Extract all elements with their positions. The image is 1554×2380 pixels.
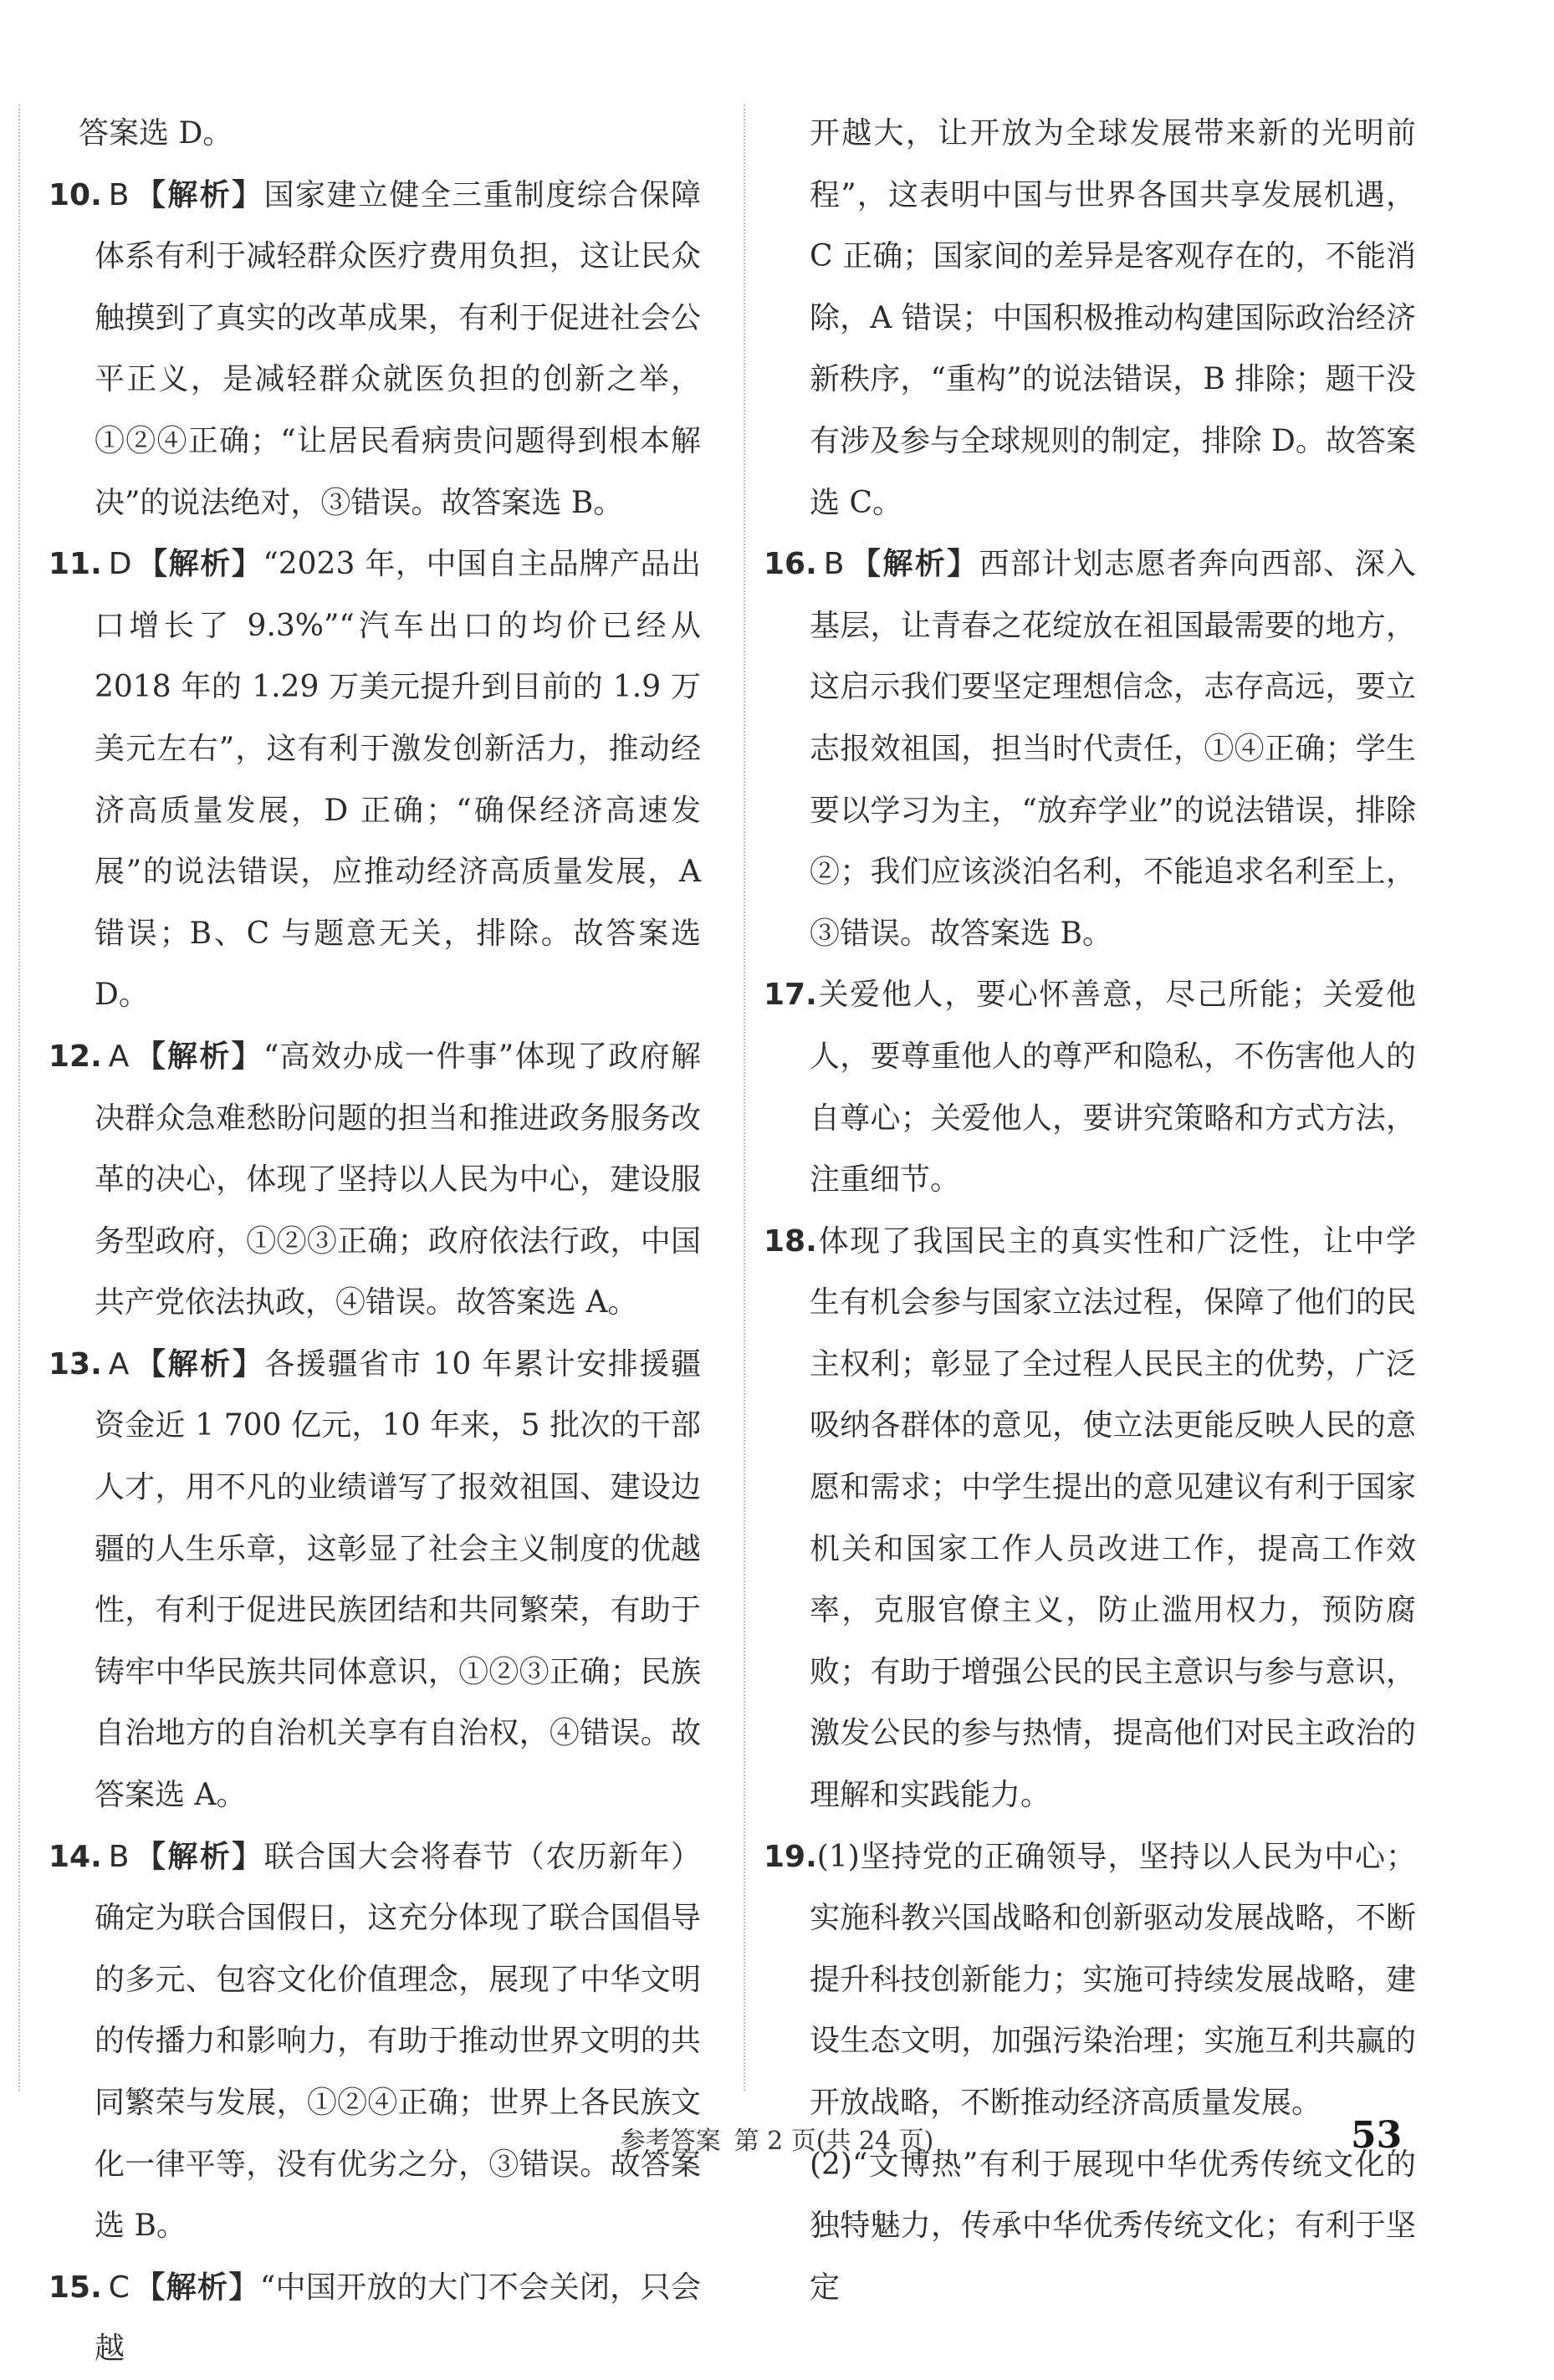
footer-page-info: 第 2 页(共 24 页) [734, 2127, 934, 2156]
analysis-tag: 【解析】 [134, 2270, 260, 2305]
answer-letter: A [108, 1346, 130, 1382]
question-number: 12. [49, 1039, 102, 1074]
right-column [764, 103, 1416, 2318]
question-number: 13. [49, 1346, 102, 1382]
question-number: 14. [49, 1839, 102, 1874]
left-intro: 答案选 D。 [79, 116, 233, 151]
answer-text: 体现了我国民主的真实性和广泛性，让中学生有机会参与国家立法过程，保障了他们的民主权利；彰显了全过程人民民主的优势，广泛吸纳各群体的意见，使立法更能反映人民的意愿和需求；中学生提出的意见建议有利于国家机关和国家工作人员改进工作，提高工作效率，克服官僚主义，防止滥用权力，预防腐败；有助于增强公民的民主意识与参与意识，激发公民的参与热情，提高他们对民主政治的理解和实践能力。 [810, 1223, 1416, 1813]
answer-letter: B [108, 1839, 130, 1874]
answer-letter: B [108, 177, 130, 212]
analysis-tag: 【解析】 [849, 547, 979, 582]
question-12 [49, 1026, 701, 1334]
left-margin-rule [18, 105, 20, 2091]
page-number: 53 [1351, 2114, 1403, 2157]
analysis-tag: 【解析】 [134, 1839, 264, 1874]
answer-letter: A [108, 1039, 130, 1074]
answer-letter: C [108, 2270, 130, 2305]
footer-label: 参考答案 [620, 2127, 721, 2156]
question-18 [764, 1211, 1416, 1826]
question-number: 19. [764, 1839, 817, 1874]
question-number: 11. [49, 547, 102, 582]
analysis-text: 西部计划志愿者奔向西部、深入基层，让青春之花绽放在祖国最需要的地方，这启示我们要坚定理想信念，志存高远，要立志报效祖国，担当时代责任，①④正确；学生要以学习为主，“放弃学业”的说法错误，排除②；我们应该淡泊名利，不能追求名利至上，③错误。故答案选 B。 [810, 547, 1416, 951]
answer-text: 关爱他人，要心怀善意，尽己所能；关爱他人，要尊重他人的尊严和隐私，不伤害他人的自尊心；关爱他人，要讲究策略和方式方法，注重细节。 [810, 978, 1416, 1198]
left-column [49, 103, 701, 2380]
question-11 [49, 534, 701, 1026]
analysis-tag: 【解析】 [134, 1039, 263, 1074]
question-15 [49, 2257, 701, 2380]
question-16 [764, 534, 1416, 964]
analysis-text: “高效办成一件事”体现了政府解决群众急难愁盼问题的担当和推进政务服务改革的决心，体现了坚持以人民为中心，建设服务型政府，①②③正确；政府依法行政，中国共产党依法执政，④错误。故答案选 A。 [95, 1039, 701, 1320]
analysis-tag: 【解析】 [136, 547, 263, 582]
question-14 [49, 1826, 701, 2257]
question-13 [49, 1334, 701, 1826]
analysis-text: 各援疆省市 10 年累计安排援疆资金近 1 700 亿元，10 年来，5 批次的干部人才，用不凡的业绩谱写了报效祖国、建设边疆的人生乐章，这彰显了社会主义制度的优越性，有利于促进民族团结和共同繁荣，有助于铸牢中华民族共同体意识，①②③正确；民族自治地方的自治机关享有自治权，④错误。故答案选 A。 [95, 1346, 701, 1813]
analysis-tag: 【解析】 [134, 1346, 265, 1382]
analysis-text: “2023 年，中国自主品牌产品出口增长了 9.3%”“汽车出口的均价已经从 2018 年的 1.29 万美元提升到目前的 1.9 万美元左右”，这有利于激发创新活力，推动经济高质量发展，D 正确；“确保经济高速发展”的说法错误，应推动经济高质量发展，A 错误；B、C 与题意无关，排除。故答案选 D。 [95, 547, 701, 1013]
question-number: 15. [49, 2270, 102, 2305]
question-number: 16. [764, 547, 817, 582]
analysis-text: 国家建立健全三重制度综合保障体系有利于减轻群众医疗费用负担，这让民众触摸到了真实的改革成果，有利于促进社会公平正义，是减轻群众就医负担的创新之举，①②④正确；“让居民看病贵问题得到根本解决”的说法绝对，③错误。故答案选 B。 [95, 177, 701, 520]
analysis-text: 联合国大会将春节（农历新年）确定为联合国假日，这充分体现了联合国倡导的多元、包容文化价值理念，展现了中华文明的传播力和影响力，有助于推动世界文明的共同繁荣与发展，①②④正确；世界上各民族文化一律平等，没有优劣之分，③错误。故答案选 B。 [95, 1839, 701, 2244]
analysis-tag: 【解析】 [134, 177, 264, 212]
answer-letter: B [823, 547, 845, 582]
page-footer [0, 2120, 1554, 2157]
answer-letter: D [108, 547, 132, 582]
column-divider [744, 105, 745, 2091]
question-number: 18. [764, 1223, 817, 1259]
question-10 [49, 165, 701, 534]
question-15-continued: 开越大，让开放为全球发展带来新的光明前程”，这表明中国与世界各国共享发展机遇，C 正确；国家间的差异是客观存在的，不能消除，A 错误；中国积极推动构建国际政治经济新秩序，“重构”的说法错误，B 排除；题干没有涉及参与全球规则的制定，排除 D。故答案选 C。 [810, 116, 1416, 520]
question-19 [764, 1826, 1416, 2134]
question-19-part-2: (2)“文博热”有利于展现中华优秀传统文化的独特魅力，传承中华优秀传统文化；有利于坚定 [810, 2147, 1416, 2305]
analysis-text: “中国开放的大门不会关闭，只会越 [95, 2270, 701, 2367]
question-17 [764, 964, 1416, 1210]
answer-text: (1)坚持党的正确领导，坚持以人民为中心；实施科教兴国战略和创新驱动发展战略，不断提升科技创新能力；实施可持续发展战略，建设生态文明，加强污染治理；实施互利共赢的开放战略，不断推动经济高质量发展。 [810, 1839, 1416, 2120]
question-number: 10. [49, 177, 102, 212]
question-number: 17. [764, 978, 817, 1013]
